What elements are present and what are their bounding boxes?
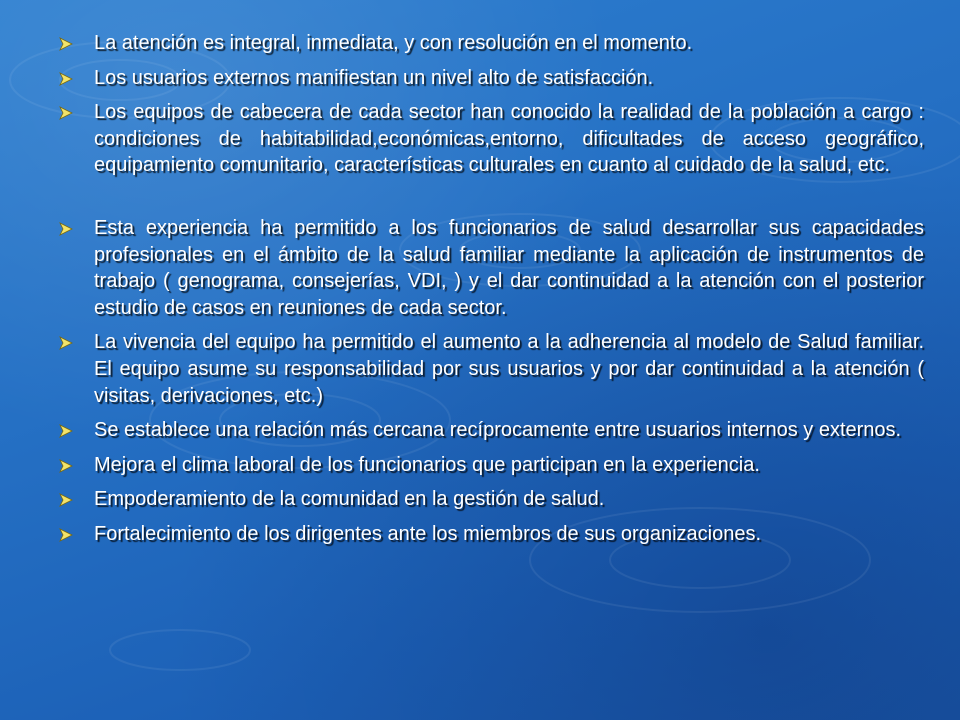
list-item-text: Empoderamiento de la comunidad en la gestión de salud. [94, 488, 605, 511]
list-item [58, 215, 924, 321]
list-item [58, 30, 924, 57]
list-item-text: Mejora el clima laboral de los funcionarios que participan en la experiencia. [94, 453, 760, 476]
list-item [58, 486, 924, 513]
arrow-bullet-icon [58, 335, 74, 351]
list-item-text: La vivencia del equipo ha permitido el aumento a la adherencia al modelo de Salud familiar. El equipo asume su responsabilidad por sus usuarios y por dar continuidad a la atención ( visitas, derivaciones, etc.) [94, 331, 924, 407]
arrow-bullet-icon [58, 71, 74, 87]
list-item-text: Se establece una relación más cercana recíprocamente entre usuarios internos y externos. [94, 419, 902, 442]
list-item-text: La atención es integral, inmediata, y con resolución en el momento. [94, 32, 693, 54]
arrow-bullet-icon [58, 221, 74, 237]
arrow-bullet-icon [58, 492, 74, 508]
list-item [58, 329, 924, 409]
list-item [58, 452, 924, 479]
arrow-bullet-icon [58, 36, 74, 52]
arrow-bullet-icon [58, 423, 74, 439]
arrow-bullet-icon [58, 105, 74, 121]
list-item [58, 521, 924, 548]
arrow-bullet-icon [58, 458, 74, 474]
list-item [58, 99, 924, 179]
list-item-text: Fortalecimiento de los dirigentes ante los miembros de sus organizaciones. [94, 522, 762, 545]
list-item [58, 65, 924, 92]
list-item-text: Esta experiencia ha permitido a los funcionarios de salud desarrollar sus capacidades profesionales en el ámbito de la salud familiar mediante la aplicación de instrumentos de trabajo ( genograma, consejerías, VDI, ) y el dar continuidad a la atención con el posterior estudio de casos en reuniones de cada sector. [94, 216, 924, 319]
bullet-list [58, 30, 924, 548]
list-item [58, 417, 924, 444]
list-item-text: Los equipos de cabecera de cada sector han conocido la realidad de la población a cargo : condiciones de habitabilidad,económicas,entorno, dificultades de acceso geográfico, equipamiento comunitario, características culturales en cuanto al cuidado de la salud, etc. [94, 101, 924, 177]
list-item-text: Los usuarios externos manifiestan un nivel alto de satisfacción. [94, 66, 654, 89]
arrow-bullet-icon [58, 527, 74, 543]
